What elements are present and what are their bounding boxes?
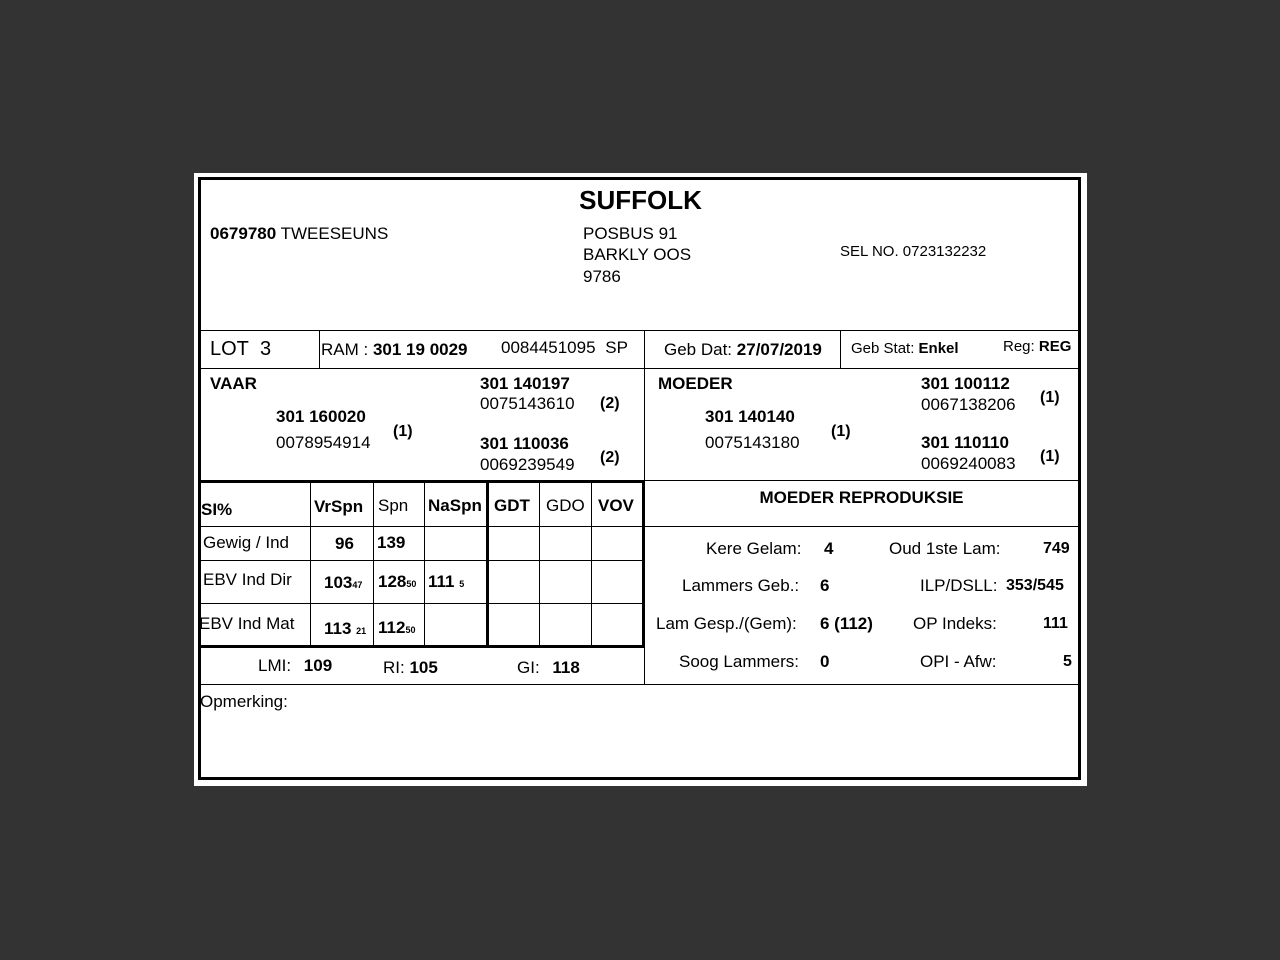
- col-header-gdo: GDO: [546, 496, 585, 515]
- divider: [645, 526, 1078, 527]
- cell-number: SEL NO. 0723132232: [840, 243, 987, 260]
- breed-title: SUFFOLK: [579, 185, 702, 215]
- kere-label: Kere Gelam:: [706, 539, 802, 558]
- lmi: [258, 656, 332, 676]
- sale-card: [194, 173, 1087, 786]
- cell-gewig-vrspn: 96: [335, 534, 354, 553]
- ri: [383, 658, 438, 678]
- dam-dam-note: (1): [1040, 448, 1060, 465]
- divider: [201, 684, 1078, 685]
- sire-id: 301 160020: [276, 407, 366, 426]
- ram-label: RAM :: [321, 340, 369, 359]
- table-border: [199, 645, 645, 648]
- dam-note: (1): [831, 423, 851, 440]
- owner-line: [210, 224, 388, 244]
- ram-suffix: SP: [605, 338, 628, 357]
- table-line: [424, 481, 425, 647]
- lammers-value: 6: [820, 576, 830, 595]
- divider: [319, 330, 320, 368]
- address-line-1: POSBUS 91: [583, 224, 678, 243]
- registration: [1003, 338, 1071, 355]
- sire-code: 0078954914: [276, 433, 371, 452]
- lot-number: 3: [260, 338, 272, 360]
- cell-dir-vrspn: [324, 573, 362, 593]
- soog-label: Soog Lammers:: [679, 652, 799, 671]
- cell-dir-spn-sub: 50: [406, 579, 417, 589]
- op-label: OP Indeks:: [913, 614, 997, 633]
- gi: [517, 658, 580, 678]
- birth-date-value: 27/07/2019: [736, 340, 822, 359]
- repro-title: MOEDER REPRODUKSIE: [759, 488, 964, 507]
- cell-mat-spn-value: 112: [378, 618, 406, 637]
- lot-label: [210, 338, 271, 361]
- cell-mat-vrspn-sub: 21: [356, 626, 367, 636]
- table-border: [199, 480, 645, 483]
- row-label-ebv-mat: EBV Ind Mat: [199, 614, 295, 633]
- op-value: 111: [1043, 615, 1068, 632]
- table-line: [539, 481, 540, 647]
- col-header-gdt: GDT: [494, 496, 530, 515]
- ilp-value: 353/545: [1006, 577, 1064, 594]
- cell-dir-spn-value: 128: [378, 572, 407, 591]
- opi-label: OPI - Afw:: [920, 652, 997, 671]
- ri-label: RI:: [383, 658, 405, 677]
- table-line: [310, 481, 311, 647]
- birth-status: [851, 340, 959, 357]
- address-line-3: 9786: [583, 267, 621, 286]
- cell-mat-spn-sub: 50: [405, 625, 416, 635]
- ram-code-value: 0084451095: [501, 338, 596, 357]
- row-label-ebv-dir: EBV Ind Dir: [203, 570, 292, 589]
- divider: [201, 330, 1078, 331]
- dam-code: 0075143180: [705, 433, 800, 452]
- sire-sire-id: 301 140197: [480, 374, 570, 393]
- sire-dam-id: 301 110036: [480, 434, 569, 453]
- table-border: [486, 480, 489, 648]
- oud-value: 749: [1043, 540, 1070, 557]
- divider: [840, 330, 841, 368]
- sire-dam-code: 0069239549: [480, 455, 575, 474]
- soog-value: 0: [820, 652, 830, 671]
- cell-dir-spn: [378, 572, 416, 592]
- lmi-label: LMI:: [258, 656, 292, 675]
- dam-dam-code: 0069240083: [921, 454, 1016, 473]
- dam-dam-id: 301 110110: [921, 433, 1009, 452]
- dam-sire-id: 301 100112: [921, 374, 1010, 393]
- reg-label: Reg:: [1003, 338, 1035, 355]
- table-line: [201, 560, 643, 561]
- ram-info: [321, 340, 468, 360]
- col-header-vov: VOV: [598, 496, 634, 515]
- reg-value: REG: [1038, 338, 1072, 355]
- dam-id: 301 140140: [705, 407, 795, 426]
- kere-value: 4: [824, 539, 834, 558]
- sire-sire-code: 0075143610: [480, 394, 575, 413]
- row-label-gewig: Gewig / Ind: [203, 533, 289, 552]
- ilp-label: ILP/DSLL:: [920, 576, 998, 595]
- col-header-naspn: NaSpn: [428, 496, 482, 515]
- col-header-vrspn: VrSpn: [314, 497, 364, 516]
- table-line: [591, 481, 592, 647]
- cell-dir-naspn-sub: 5: [459, 579, 465, 589]
- dam-sire-note: (1): [1040, 389, 1060, 406]
- col-header-si: SI%: [201, 500, 233, 519]
- gi-label: GI:: [517, 658, 540, 677]
- cell-dir-vrspn-value: 103: [324, 573, 353, 592]
- birth-date-label: Geb Dat:: [664, 340, 733, 359]
- dam-sire-code: 0067138206: [921, 395, 1016, 414]
- table-line: [373, 481, 374, 647]
- ram-id: 301 19 0029: [372, 340, 468, 359]
- address-line-2: BARKLY OOS: [583, 245, 692, 264]
- ri-value: 105: [409, 658, 438, 677]
- owner-name: TWEESEUNS: [280, 224, 389, 243]
- divider: [201, 368, 1078, 369]
- cell-dir-naspn: [428, 572, 464, 592]
- table-line: [201, 526, 643, 527]
- col-header-spn: Spn: [378, 496, 409, 515]
- birth-status-label: Geb Stat:: [851, 340, 915, 357]
- oud-label: Oud 1ste Lam:: [889, 539, 1001, 558]
- table-line: [201, 603, 643, 604]
- cell-dir-naspn-value: 111: [428, 572, 455, 591]
- lot-text: LOT: [210, 338, 249, 360]
- sire-dam-note: (2): [600, 449, 620, 466]
- cell-mat-vrspn-value: 113: [324, 619, 352, 638]
- lmi-value: 109: [303, 656, 333, 675]
- sire-sire-note: (2): [600, 395, 620, 412]
- cell-mat-vrspn: [324, 619, 366, 639]
- sire-label: VAAR: [210, 374, 257, 393]
- gesp-label: Lam Gesp./(Gem):: [656, 614, 797, 633]
- birth-status-value: Enkel: [918, 340, 959, 357]
- sire-note: (1): [393, 423, 413, 440]
- remark-label: Opmerking:: [200, 692, 288, 711]
- cell-gewig-spn: 139: [377, 533, 406, 552]
- cell-dir-vrspn-sub: 47: [352, 580, 363, 590]
- opi-value: 5: [1063, 653, 1072, 670]
- birth-date: [664, 340, 822, 360]
- owner-code: 0679780: [210, 224, 277, 243]
- card-frame: [198, 177, 1081, 780]
- gesp-value: 6 (112): [820, 614, 873, 633]
- cell-mat-spn: [378, 618, 415, 638]
- ram-code: [501, 338, 628, 358]
- dam-label: MOEDER: [658, 374, 733, 393]
- gi-value: 118: [552, 658, 580, 677]
- lammers-label: Lammers Geb.:: [682, 576, 800, 595]
